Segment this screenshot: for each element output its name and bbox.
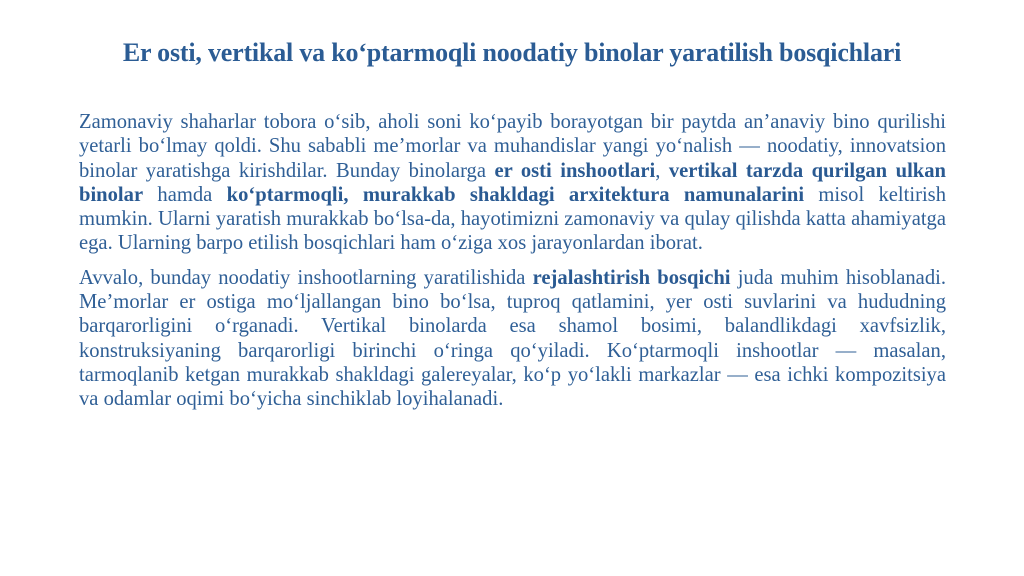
text-segment: juda muhim hisoblanadi. Me’morlar er ostiga mo‘ljallangan bino bo‘lsa, tuproq qatlamini, yer osti suvlarini va hududning barqarorligini o‘rganadi. Vertikal binolarda esa shamol bosimi, balandlikdagi xavfsizlik, konstruksiyaning barqarorligi birinchi o‘ringa qo‘yiladi. Ko‘ptarmoqli inshootlar — masalan, tarmoqlanib ketgan murakkab shakldagi galereyalar, ko‘p yo‘lakli markazlar — esa ichki kompozitsiya va odamlar oqimi bo‘yicha sinchiklab loyihalanadi. [79,266,946,411]
paragraph-2 [79,266,946,412]
slide-title: Er osti, vertikal va ko‘ptarmoqli noodatiy binolar yaratilish bosqichlari [122,38,902,67]
text-segment: hamda [143,183,227,206]
bold-term-vertikal: vertikal tarzda qurilgan ulkan binolar [79,159,946,206]
bold-term-koptarmoqli: ko‘ptarmoqli, murakkab shakldagi arxitektura namunalarini [226,183,805,206]
text-segment: Avvalo, bunday noodatiy inshootlarning yaratilishida [79,266,533,289]
text-segment: Zamonaviy shaharlar tobora o‘sib, aholi soni ko‘payib borayotgan bir paytda an’anaviy bino qurilishi yetarli bo‘lmay qoldi. Shu sababli me’morlar va muhandislar yangi yo‘nalish — noodatiy, innovatsion binolar yaratishga kirishdilar. Bunday binolarga [79,111,946,182]
paragraph-1 [79,110,946,256]
bold-term-rejalashtirish: rejalashtirish bosqichi [532,266,731,289]
slide-body [79,110,946,422]
text-segment: misol keltirish mumkin. Ularni yaratish murakkab bo‘lsa-da, hayotimizni zamonaviy va qulay qilishda katta ahamiyatga ega. Ularning barpo etilish bosqichlari ham o‘ziga xos jarayonlardan iborat. [79,183,946,255]
bold-term-er-osti: er osti inshootlari [494,159,656,182]
text-segment: , [655,159,669,182]
